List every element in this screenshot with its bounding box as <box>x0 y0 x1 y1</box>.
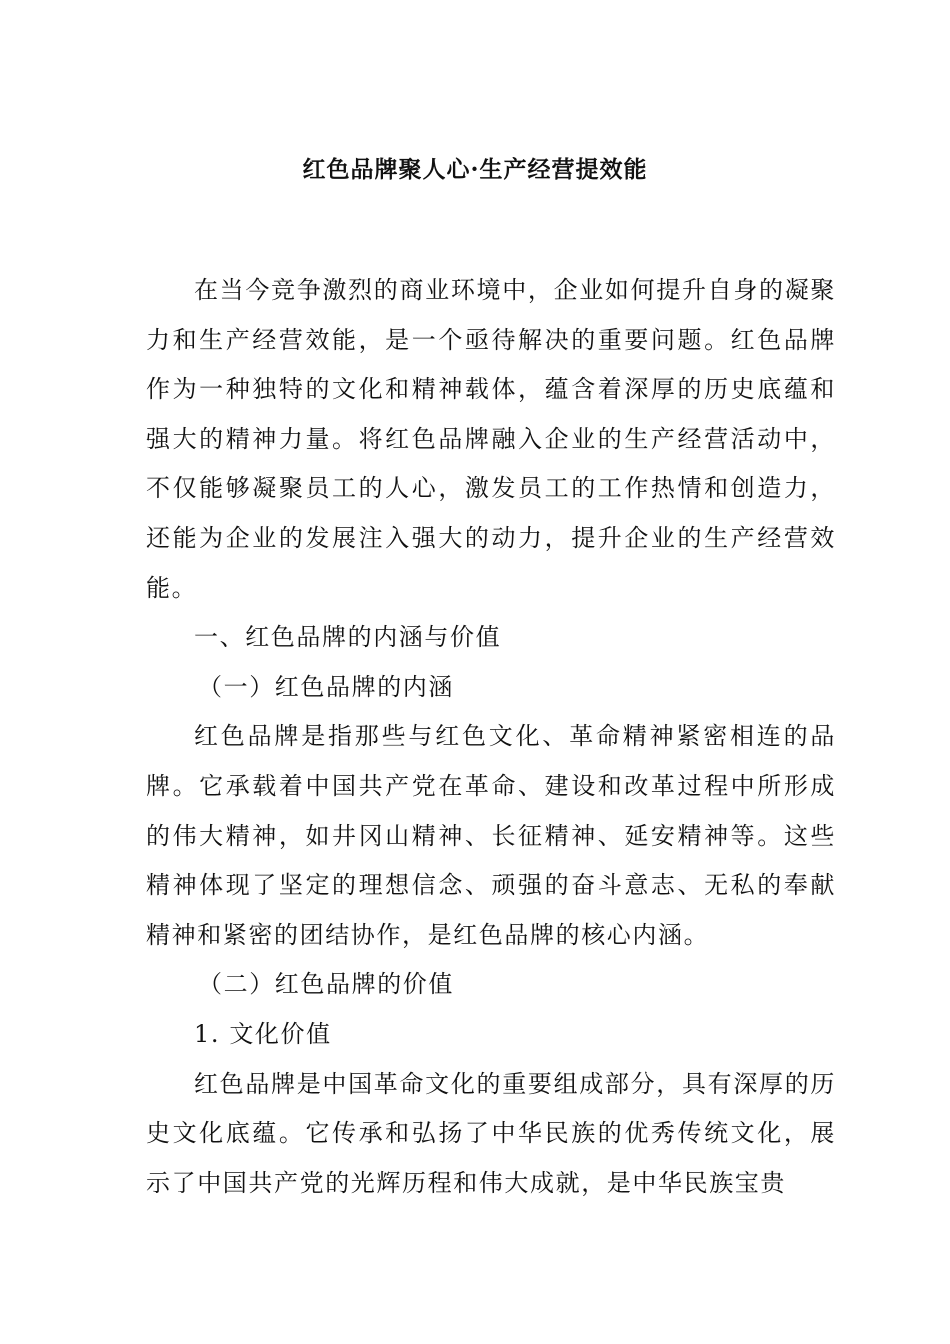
document-title: 红色品牌聚人心·生产经营提效能 <box>302 156 648 183</box>
subsection-heading: （二）红色品牌的价值 <box>198 970 454 999</box>
subsection-heading: （一）红色品牌的内涵 <box>198 672 454 701</box>
numbered-heading: 1. 文化价值 <box>194 1019 332 1048</box>
body-paragraph: 红色品牌是中国革命文化的重要组成部分，具有深厚的历史文化底蕴。它传承和弘扬了中华民族的优秀传统文化，展示了中国共产党的光辉历程和伟大成就，是中华民族宝贵 <box>146 1069 836 1197</box>
section-heading: 一、红色品牌的内涵与价值 <box>194 623 502 652</box>
document-body <box>146 266 836 1208</box>
intro-paragraph: 在当今竞争激烈的商业环境中，企业如何提升自身的凝聚力和生产经营效能，是一个亟待解决的重要问题。红色品牌作为一种独特的文化和精神载体，蕴含着深厚的历史底蕴和强大的精神力量。将红色品牌融入企业的生产经营活动中，不仅能够凝聚员工的人心，激发员工的工作热情和创造力，还能为企业的发展注入强大的动力，提升企业的生产经营效能。 <box>146 276 836 602</box>
body-paragraph: 红色品牌是指那些与红色文化、革命精神紧密相连的品牌。它承载着中国共产党在革命、建设和改革过程中所形成的伟大精神，如井冈山精神、长征精神、延安精神等。这些精神体现了坚定的理想信念、顽强的奋斗意志、无私的奉献精神和紧密的团结协作，是红色品牌的核心内涵。 <box>146 722 836 949</box>
